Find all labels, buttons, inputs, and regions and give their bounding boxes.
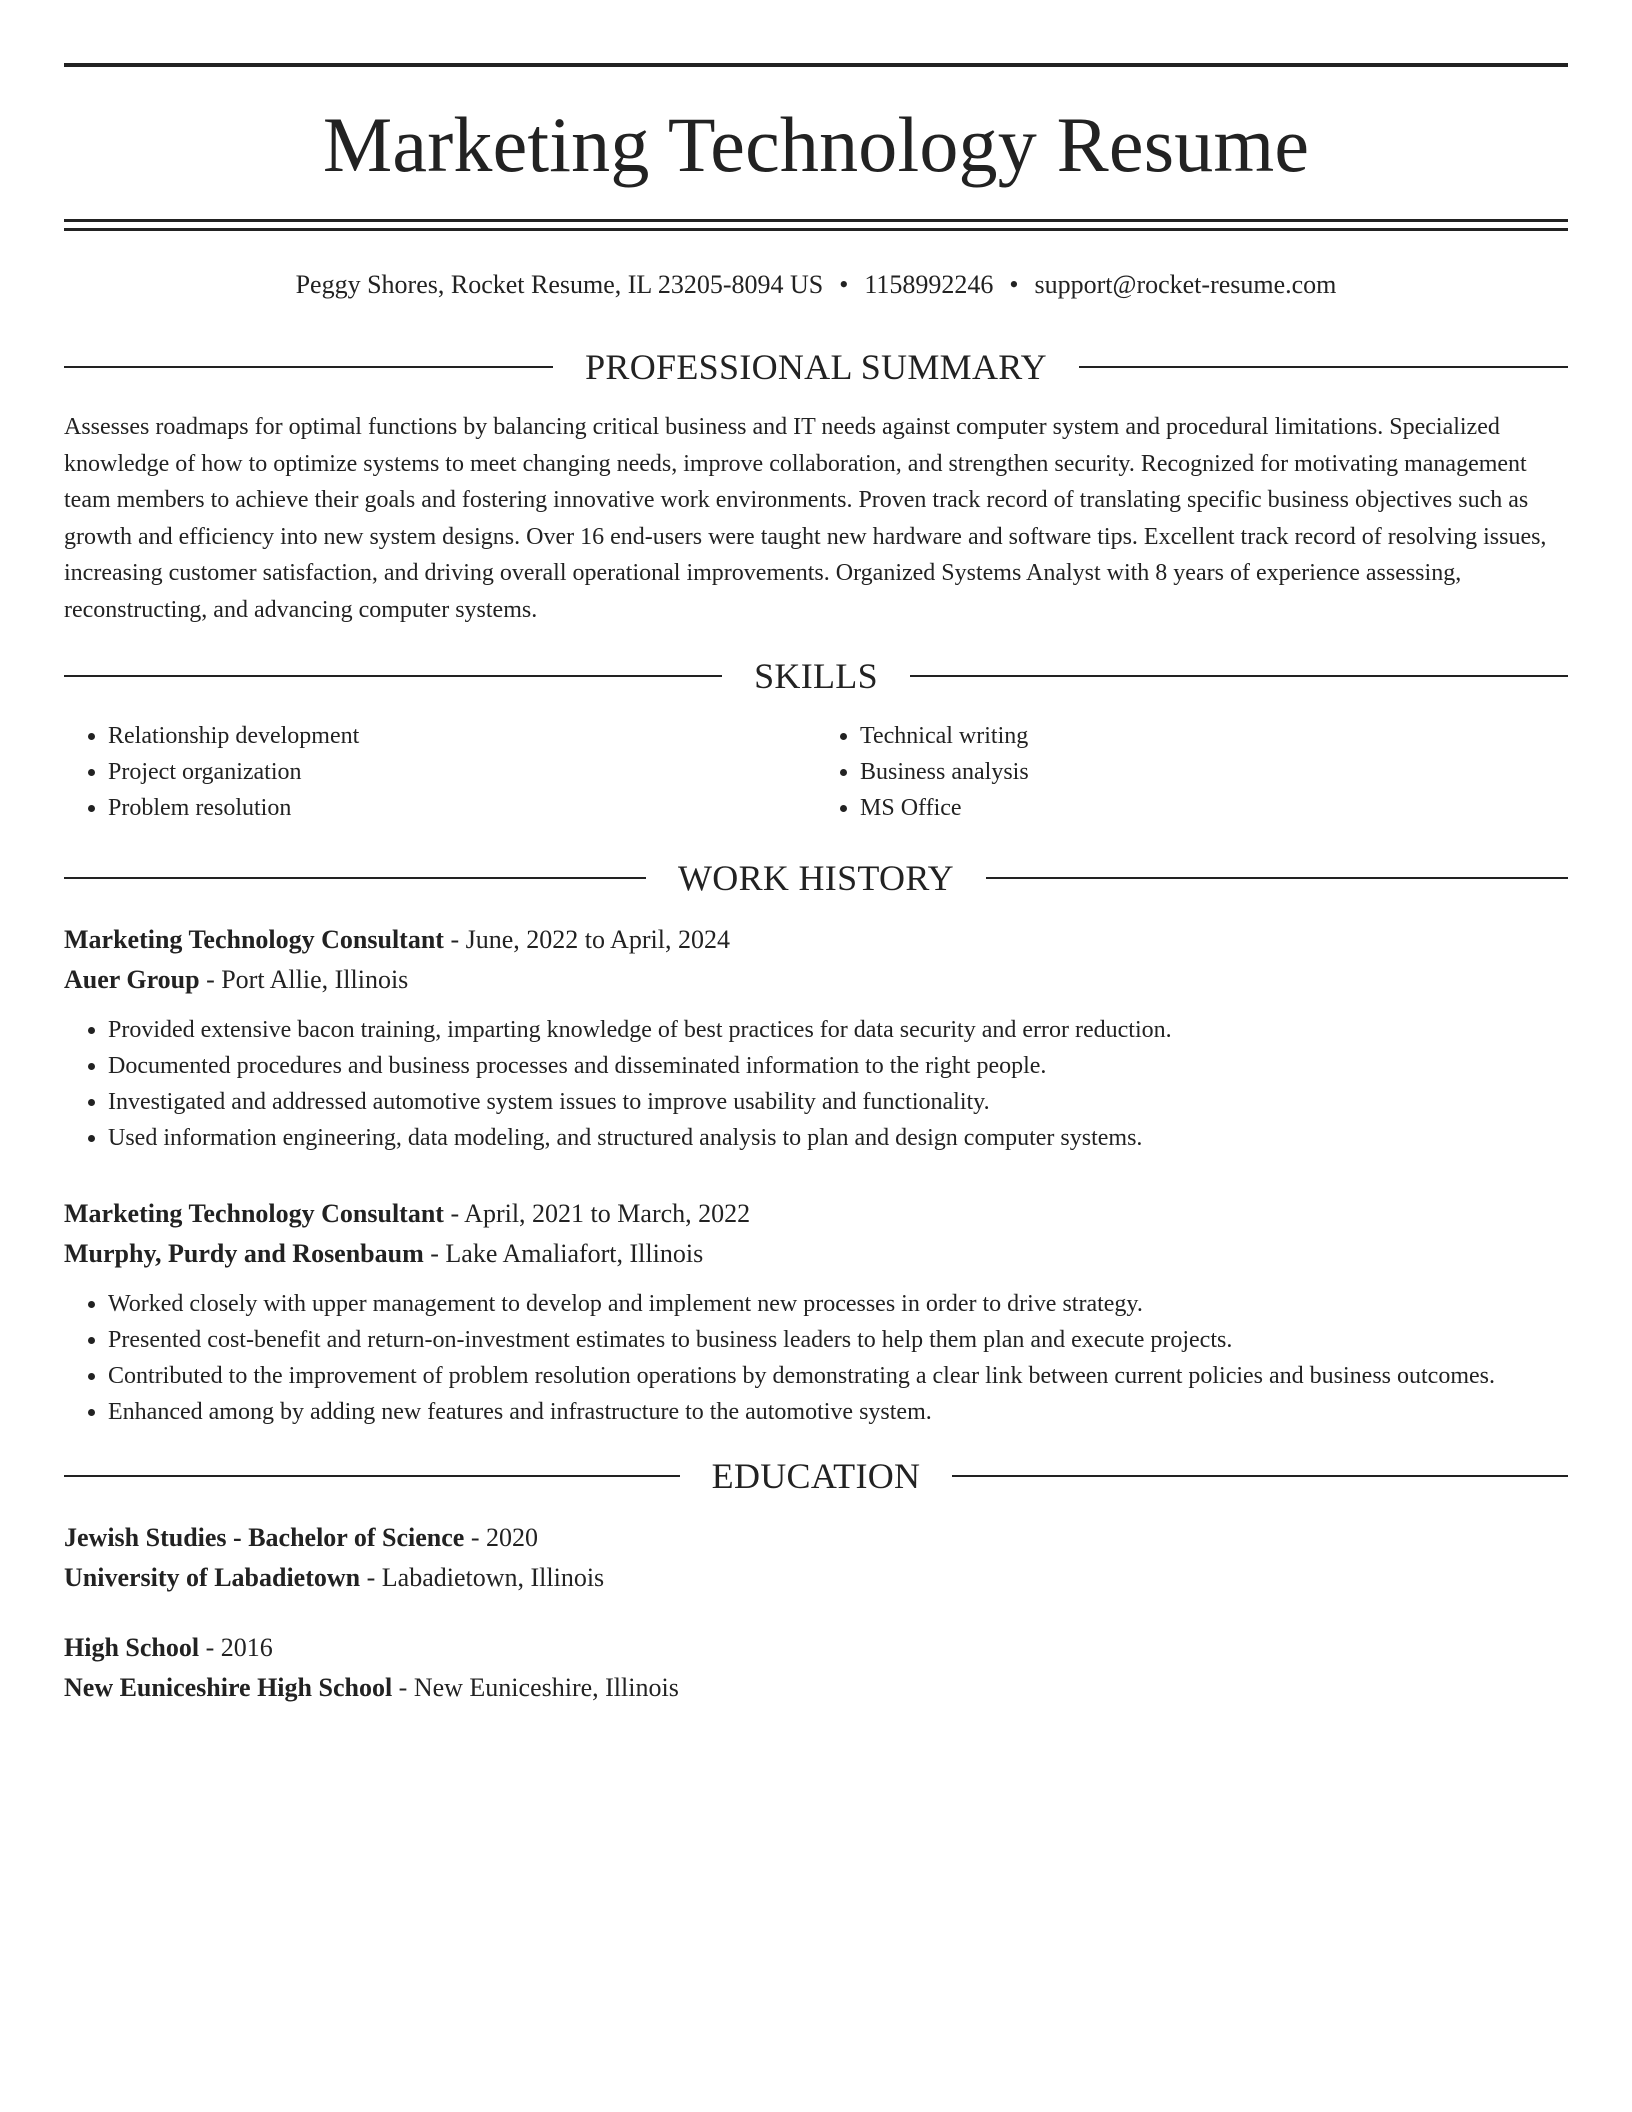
job-bullet: • Documented procedures and business processes and disseminated information to the right people. (108, 1048, 1568, 1084)
divider (64, 877, 646, 879)
skills-column-right (816, 718, 1568, 826)
skills-heading-label: SKILLS (754, 656, 878, 696)
contact-separator: • (1009, 270, 1019, 299)
skills-list (64, 718, 1568, 826)
job-bullet: • Investigated and addressed automotive system issues to improve usability and functionality. (108, 1084, 1568, 1120)
contact-line (64, 269, 1568, 301)
skill-item: • Relationship development (108, 718, 816, 754)
divider (910, 675, 1568, 677)
summary-heading-label: PROFESSIONAL SUMMARY (585, 347, 1047, 387)
skill-item: • Technical writing (860, 718, 1568, 754)
divider (986, 877, 1568, 879)
education-year: - 2016 (199, 1633, 273, 1662)
job-dates: - April, 2021 to March, 2022 (443, 1199, 751, 1228)
job-company: Auer Group (64, 965, 200, 994)
education-heading (64, 1456, 1568, 1496)
skill-item: • MS Office (860, 790, 1568, 826)
skills-column-left (64, 718, 816, 826)
contact-address: Peggy Shores, Rocket Resume, IL 23205-8094 US (295, 270, 824, 299)
divider (64, 366, 553, 368)
divider (64, 675, 722, 677)
education-location: - Labadietown, Illinois (360, 1563, 605, 1592)
divider (64, 1475, 680, 1477)
education-heading-label: EDUCATION (711, 1456, 921, 1496)
job-bullet: • Enhanced among by adding new features and infrastructure to the automotive system. (108, 1394, 1568, 1430)
work-heading-label: WORK HISTORY (678, 858, 954, 898)
job-bullet: • Worked closely with upper management to develop and implement new processes in order to drive strategy. (108, 1286, 1568, 1322)
skills-heading (64, 656, 1568, 696)
job-title-line (64, 920, 1568, 960)
page-title: Marketing Technology Resume (322, 101, 1310, 188)
job-bullet: • Provided extensive bacon training, imparting knowledge of best practices for data security and error reduction. (108, 1012, 1568, 1048)
job-dates: - June, 2022 to April, 2024 (443, 925, 730, 954)
education-school-line (64, 1668, 1568, 1708)
job-company: Murphy, Purdy and Rosenbaum (64, 1239, 424, 1268)
education-location: - New Euniceshire, Illinois (392, 1673, 679, 1702)
job-company-line (64, 1234, 1568, 1274)
job-bullets (64, 1286, 1568, 1430)
job-bullets (64, 1012, 1568, 1156)
top-rule (64, 63, 1568, 67)
job-title-line (64, 1194, 1568, 1234)
skill-item: • Project organization (108, 754, 816, 790)
work-heading (64, 858, 1568, 898)
education-entry (64, 1518, 1568, 1598)
summary-text: Assesses roadmaps for optimal functions by balancing critical business and IT needs against computer system and procedural limitations. Specialized knowledge of how to optimize systems to meet changing needs, improve collaboration, and strengthen security. Recognized for motivating management team members to achieve their goals and fostering innovative work environments. Proven track record of translating specific business objectives such as growth and efficiency into new system designs. Over 16 end-users were taught new hardware and software tips. Excellent track record of resolving issues, increasing customer satisfaction, and driving overall operational improvements. Organized Systems Analyst with 8 years of experience assessing, reconstructing, and advancing computer systems. (64, 414, 1547, 623)
education-year: - 2020 (464, 1523, 539, 1552)
job-role: Marketing Technology Consultant (64, 1199, 444, 1228)
contact-separator: • (839, 270, 849, 299)
job-location: - Lake Amaliafort, Illinois (423, 1239, 704, 1268)
education-school: University of Labadietown (64, 1563, 361, 1592)
skill-item: • Problem resolution (108, 790, 816, 826)
education-degree-line (64, 1518, 1568, 1558)
education-degree: Jewish Studies - Bachelor of Science (64, 1523, 465, 1552)
job-bullet: • Used information engineering, data modeling, and structured analysis to plan and design computer systems. (108, 1120, 1568, 1156)
education-school-line (64, 1558, 1568, 1598)
education-school: New Euniceshire High School (64, 1673, 393, 1702)
title-double-rule (64, 219, 1568, 231)
divider (952, 1475, 1568, 1477)
education-degree: High School (64, 1633, 200, 1662)
divider (1079, 366, 1568, 368)
summary-heading (64, 347, 1568, 387)
contact-email: support@rocket-resume.com (1034, 270, 1337, 299)
job-bullet: • Presented cost-benefit and return-on-investment estimates to business leaders to help them plan and execute projects. (108, 1322, 1568, 1358)
job-company-line (64, 960, 1568, 1000)
job-bullet: • Contributed to the improvement of problem resolution operations by demonstrating a clear link between current policies and business outcomes. (108, 1358, 1568, 1394)
job-entry (64, 920, 1568, 1156)
skill-item: • Business analysis (860, 754, 1568, 790)
job-location: - Port Allie, Illinois (199, 965, 409, 994)
education-entry (64, 1628, 1568, 1708)
job-role: Marketing Technology Consultant (64, 925, 444, 954)
education-degree-line (64, 1628, 1568, 1668)
job-entry (64, 1194, 1568, 1430)
contact-phone: 1158992246 (864, 270, 994, 299)
